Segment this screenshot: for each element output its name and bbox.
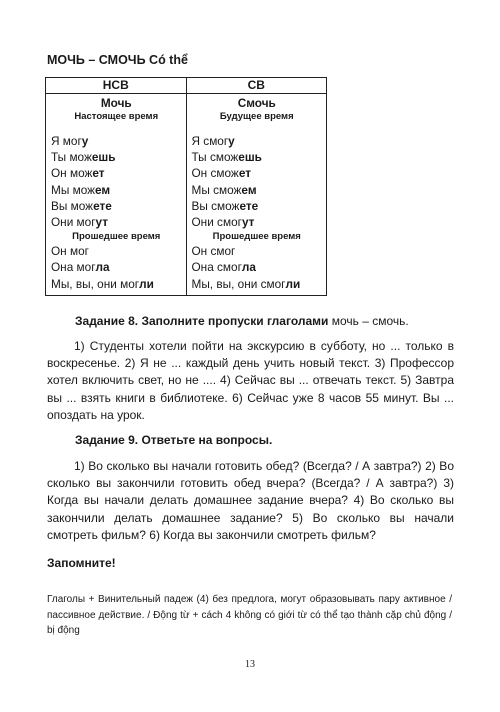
conjugation-row bbox=[51, 259, 182, 275]
tense-label: Прошедшее время bbox=[212, 231, 301, 243]
conjugation-stem: Я мог bbox=[51, 134, 82, 148]
spacer bbox=[192, 123, 323, 133]
conjugation-stem: Он смог bbox=[191, 244, 236, 259]
conjugation-ending: ешь bbox=[238, 150, 262, 165]
conjugation-stem: Вы смож bbox=[191, 198, 240, 213]
conjugation-row bbox=[51, 149, 182, 165]
conjugation-stem: Я смог bbox=[191, 134, 229, 148]
conjugation-row bbox=[51, 198, 182, 214]
conjugation-row bbox=[51, 165, 182, 181]
conjugation-row bbox=[51, 182, 182, 198]
conjugation-ending: у bbox=[81, 134, 89, 148]
conjugation-ending: ете bbox=[93, 198, 112, 213]
column-perfective bbox=[186, 94, 327, 296]
conjugation-row bbox=[192, 214, 323, 230]
task9-heading: Задание 9. Ответьте на вопросы. bbox=[75, 433, 273, 447]
task9-text: 1) Во сколько вы начали готовить обед? (Всегда? / А завтра?) 2) Во сколько вы закончили готовить обед вчера? (Всегда? / А завтра?) 3) Когда вы начали делать домашнее задание вчера? 4) Во сколько вы закончили делать домашнее задание? 5) Во сколько вы начали смотреть фильм? 6) Когда вы закончили смотреть фильм? bbox=[47, 459, 454, 542]
conjugation-ending: ем bbox=[241, 182, 257, 197]
conjugation-ending: ли bbox=[139, 276, 154, 291]
task8-heading-bold: Задание 8. Заполните пропуски глаголами bbox=[75, 314, 329, 328]
conjugation-ending: ет bbox=[238, 166, 251, 181]
conjugation-row bbox=[51, 133, 182, 149]
conjugation-ending: ут bbox=[95, 215, 109, 230]
tense-label: Прошедшее время bbox=[72, 231, 161, 243]
conjugation-row bbox=[192, 276, 323, 292]
conjugation-stem: Он мог bbox=[51, 244, 89, 259]
conjugation-stem: Мы, вы, они мог bbox=[51, 276, 140, 291]
conjugation-ending: у bbox=[228, 134, 235, 148]
conjugation-stem: Они смог bbox=[191, 215, 242, 230]
conjugation-ending: ем bbox=[95, 182, 111, 197]
conjugation-row bbox=[192, 198, 323, 214]
conjugation-row bbox=[192, 149, 323, 165]
conjugation-stem: Они мог bbox=[51, 215, 96, 230]
tense-label: Будущее время bbox=[219, 111, 294, 122]
grammar-note: Глаголы + Винительный падеж (4) без предлога, могут образовывать пару активное / пассивное действие. / Động từ + cách 4 không có giới từ có thể tạo thành cặp chủ động / bị động bbox=[47, 594, 452, 636]
header-imperfective: НСВ bbox=[46, 78, 187, 94]
spacer bbox=[51, 123, 182, 133]
tense-label: Настоящее время bbox=[74, 111, 159, 122]
conjugation-stem: Ты смож bbox=[191, 150, 239, 165]
conjugation-stem: Он смож bbox=[191, 166, 239, 181]
conjugation-row bbox=[51, 243, 182, 259]
task8-heading-verbs: мочь – смочь. bbox=[328, 314, 409, 328]
conjugation-ending: ла bbox=[241, 260, 256, 275]
conjugation-stem: Ты мож bbox=[51, 150, 92, 165]
conjugation-stem: Вы мож bbox=[51, 198, 94, 213]
conjugation-stem: Он мож bbox=[51, 166, 93, 181]
conjugation-ending: ут bbox=[241, 215, 255, 230]
conjugation-ending: ет bbox=[92, 166, 105, 181]
page-number: 13 bbox=[245, 659, 255, 670]
page-title: МОЧЬ – СМОЧЬ Có thể bbox=[47, 53, 188, 67]
conjugation-row bbox=[192, 165, 323, 181]
conjugation-row bbox=[192, 133, 323, 149]
conjugation-ending: ешь bbox=[91, 150, 116, 165]
conjugation-row bbox=[192, 243, 323, 259]
conjugation-row bbox=[51, 214, 182, 230]
conjugation-stem: Она смог bbox=[191, 260, 242, 275]
conjugation-ending: ла bbox=[95, 260, 110, 275]
conjugation-ending: ли bbox=[285, 276, 301, 291]
verb-infinitive: Мочь bbox=[100, 96, 132, 110]
conjugation-row bbox=[192, 182, 323, 198]
conjugation-ending: ете bbox=[239, 198, 259, 213]
verb-infinitive: Смочь bbox=[237, 96, 276, 110]
remember-heading: Запомните! bbox=[47, 556, 116, 570]
conjugation-row bbox=[51, 276, 182, 292]
conjugation-table bbox=[45, 77, 327, 296]
conjugation-stem: Мы мож bbox=[51, 182, 96, 197]
conjugation-stem: Она мог bbox=[51, 260, 96, 275]
conjugation-stem: Мы смож bbox=[191, 182, 242, 197]
conjugation-row bbox=[192, 259, 323, 275]
header-perfective: СВ bbox=[186, 78, 327, 94]
column-imperfective bbox=[46, 94, 187, 296]
task8-heading bbox=[75, 314, 409, 328]
conjugation-stem: Мы, вы, они смог bbox=[191, 276, 286, 291]
task8-text: 1) Студенты хотели пойти на экскурсию в субботу, но ... только в воскресенье. 2) Я не ... каждый день учить новый текст. 3) Профессор хотел включить свет, но не .... 4) Сейчас вы ... отвечать текст. 5) Завтра вы ... взять книги в библиотеке. 6) Сейчас уже 8 часов 55 минут. Вы ... опоздать на урок. bbox=[47, 339, 454, 422]
